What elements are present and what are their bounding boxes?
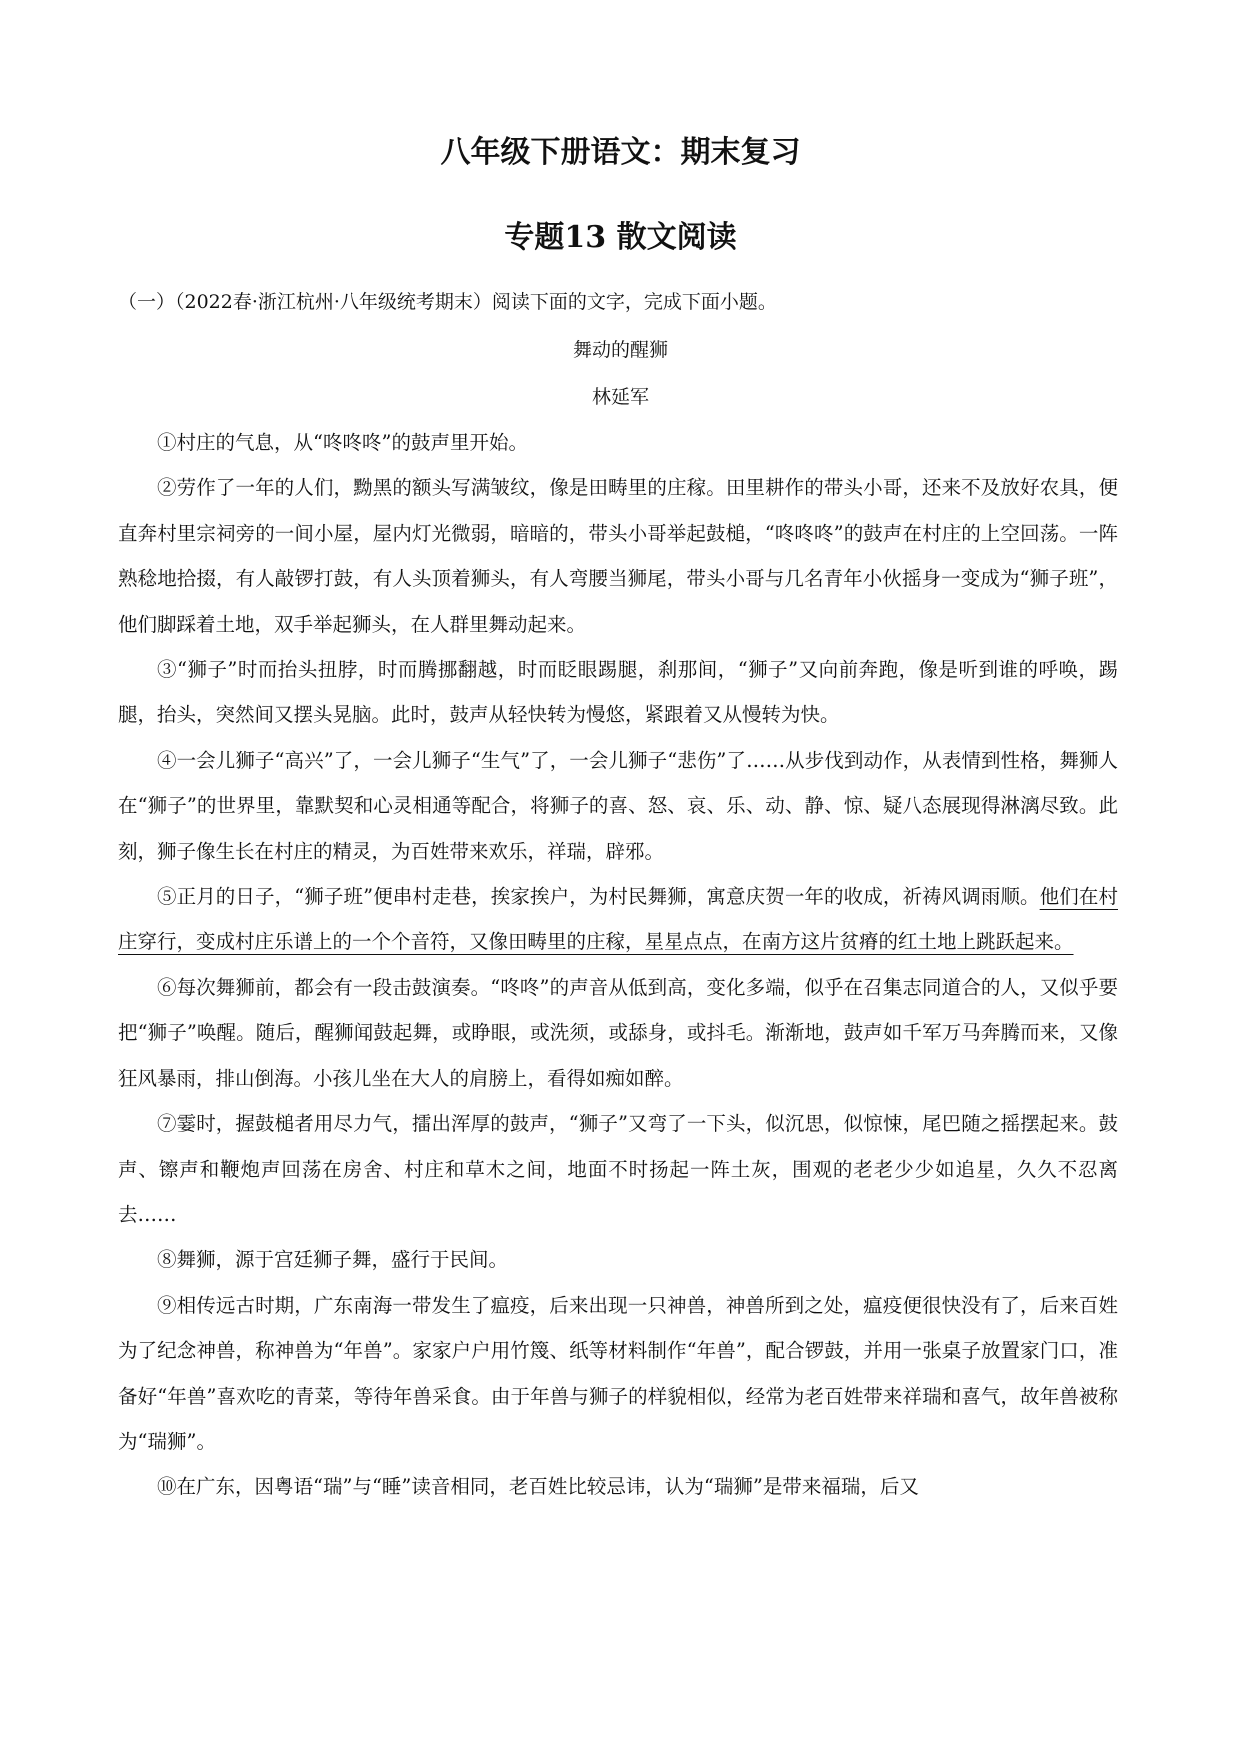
- question-source-line: （一）（2022春·浙江杭州·八年级统考期末）阅读下面的文字，完成下面小题。: [118, 291, 777, 313]
- paragraph-7: ⑦霎时，握鼓槌者用尽力气，擂出浑厚的鼓声，“狮子”又弯了一下头，似沉思，似惊悚，尾巴随之摇摆起来。鼓声、镲声和鞭炮声回荡在房舍、村庄和草木之间，地面不时扬起一阵土灰，围观的老老少少如追星，久久不忍离去……: [118, 1112, 1118, 1226]
- article-title: 舞动的醒狮: [572, 339, 668, 361]
- paragraph-10: ⑩在广东，因粤语“瑞”与“睡”读音相同，老百姓比较忌讳，认为“瑞狮”是带来福瑞，后又: [157, 1475, 919, 1499]
- paragraph-9: ⑨相传远古时期，广东南海一带发生了瘟疫，后来出现一只神兽，神兽所到之处，瘟疫便很快没有了，后来百姓为了纪念神兽，称神兽为“年兽”。家家户户用竹篾、纸等材料制作“年兽”，配合锣鼓，并用一张桌子放置家门口，准备好“年兽”喜欢吃的青菜，等待年兽采食。由于年兽与狮子的样貌相似，经常为老百姓带来祥瑞和喜气，故年兽被称为“瑞狮”。: [118, 1293, 1118, 1453]
- paragraph-8: ⑧舞狮，源于宫廷狮子舞，盛行于民间。: [157, 1248, 509, 1272]
- paragraph-5: [118, 874, 1118, 965]
- paragraph-4: ④一会儿狮子“高兴”了，一会儿狮子“生气”了，一会儿狮子“悲伤”了……从步伐到动作，从表情到性格，舞狮人在“狮子”的世界里，靠默契和心灵相通等配合，将狮子的喜、怒、哀、乐、动、静、惊、疑八态展现得淋漓尽致。此刻，狮子像生长在村庄的精灵，为百姓带来欢乐，祥瑞，辟邪。: [118, 748, 1118, 863]
- article-author: 林延军: [591, 386, 649, 408]
- paragraph-3: ③“狮子”时而抬头扭脖，时而腾挪翻越，时而眨眼踢腿，刹那间，“狮子”又向前奔跑，像是听到谁的呼唤，踢腿，抬头，突然间又摆头晃脑。此时，鼓声从轻快转为慢悠，紧跟着又从慢转为快。: [118, 658, 1118, 727]
- paragraph-6: ⑥每次舞狮前，都会有一段击鼓演奏。“咚咚”的声音从低到高，变化多端，似乎在召集志同道合的人，又似乎要把“狮子”唤醒。随后，醒狮闻鼓起舞，或睁眼，或洗须，或舔身，或抖毛。渐渐地，鼓声如千军万马奔腾而来，又像狂风暴雨，排山倒海。小孩儿坐在大人的肩膀上，看得如痴如醉。: [118, 975, 1118, 1090]
- paragraph-2: ②劳作了一年的人们，黝黑的额头写满皱纹，像是田畴里的庄稼。田里耕作的带头小哥，还来不及放好农具，便直奔村里宗祠旁的一间小屋，屋内灯光微弱，暗暗的，带头小哥举起鼓槌，“咚咚咚”的鼓声在村庄的上空回荡。一阵熟稔地拾掇，有人敲锣打鼓，有人头顶着狮头，有人弯腰当狮尾，带头小哥与几名青年小伙摇身一变成为“狮子班”，他们脚踩着土地，双手举起狮头，在人群里舞动起来。: [118, 476, 1118, 636]
- underlined-sentence: 他们在村庄穿行，变成村庄乐谱上的一个个音符，又像田畴里的庄稼，星星点点，在南方这片贫瘠的红土地上跳跃起来。: [118, 885, 1118, 954]
- paragraph-1: ①村庄的气息，从“咚咚咚”的鼓声里开始。: [157, 431, 528, 454]
- document-title: 八年级下册语文：期末复习: [440, 135, 801, 170]
- article-body: [118, 420, 1118, 1510]
- document-subtitle: 专题13 散文阅读: [504, 220, 737, 255]
- paragraph-5-lead: ⑤正月的日子，“狮子班”便串村走巷，挨家挨户，为村民舞狮，寓意庆贺一年的收成，祈祷风调雨顺。: [157, 885, 1040, 909]
